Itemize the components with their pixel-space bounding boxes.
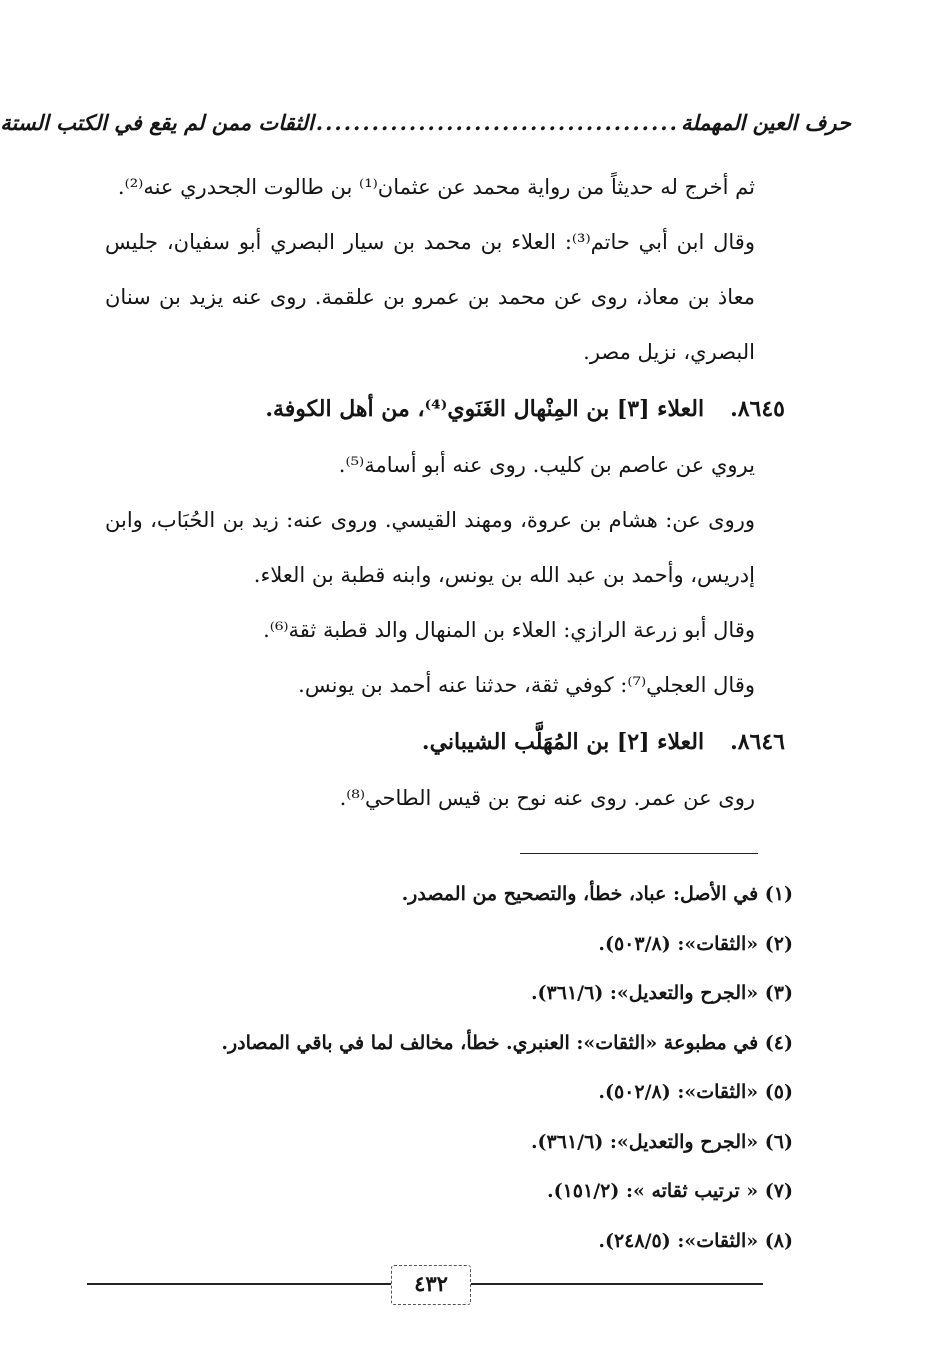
paragraph-3: يروي عن عاصم بن كليب. روى عنه أبو أسامة⁽⁵⁾. bbox=[338, 453, 755, 477]
paragraph-1: ثم أخرج له حديثاً من رواية محمد عن عثمان⁽¹⁾ بن طالوت الجحدري عنه⁽²⁾. bbox=[117, 175, 755, 199]
paragraph-7: روى عن عمر. روى عنه نوح بن قيس الطاحي⁽⁸⁾. bbox=[339, 786, 755, 810]
entry-heading-8646 bbox=[105, 713, 785, 771]
footnote-1: (١) في الأصل: عباد، خطأ، والتصحيح من المصدر. bbox=[401, 883, 793, 905]
entry-number: ٨٦٤٥. bbox=[730, 396, 785, 422]
main-text bbox=[105, 160, 785, 826]
footnote-5: (٥) «الثقات»: (٥٠٢/٨). bbox=[598, 1081, 793, 1103]
header-dot-leader: ....................................... bbox=[315, 110, 679, 135]
entry-title: العلاء [٢] بن المُهَلَّب الشيباني. bbox=[421, 729, 705, 755]
paragraph-5: وقال أبو زرعة الرازي: العلاء بن المنهال والد قطبة ثقة⁽⁶⁾. bbox=[263, 618, 755, 642]
footnote-4: (٤) في مطبوعة «الثقات»: العنبري. خطأ، مخالف لما في باقي المصادر. bbox=[221, 1031, 793, 1054]
footnote-8: (٨) «الثقات»: (٢٤٨/٥). bbox=[598, 1229, 793, 1252]
footnote-3: (٣) «الجرح والتعديل»: (٣٦١/٦). bbox=[530, 982, 793, 1004]
footnote-7: (٧) « ترتيب ثقاته »: (١٥١/٢). bbox=[546, 1180, 793, 1202]
entry-number: ٨٦٤٦. bbox=[730, 729, 785, 755]
footnote-2: (٢) «الثقات»: (٥٠٣/٨). bbox=[598, 932, 793, 955]
header-book-title: الثقات ممن لم يقع في الكتب الستة bbox=[0, 110, 314, 135]
paragraph-4: وروى عن: هشام بن عروة، ومهند القيسي. وروى عنه: زيد بن الحُبَاب، وابن إدريس، وأحمد بن عبد الله بن يونس، وابنه قطبة بن العلاء. bbox=[105, 508, 755, 587]
entry-heading-8645 bbox=[105, 380, 785, 438]
paragraph-6: وقال العجلي⁽⁷⁾: كوفي ثقة، حدثنا عنه أحمد بن يونس. bbox=[298, 673, 755, 697]
header-chapter-title: حرف العين المهملة bbox=[680, 110, 851, 135]
footnote-separator bbox=[520, 853, 758, 854]
footnote-6: (٦) «الجرح والتعديل»: (٣٦١/٦). bbox=[530, 1130, 793, 1153]
footnotes bbox=[221, 870, 793, 1266]
paragraph-2: وقال ابن أبي حاتم⁽³⁾: العلاء بن محمد بن سيار البصري أبو سفيان، جليس معاذ بن معاذ، روى عن محمد بن عمرو بن علقمة. روى عنه يزيد بن سنان البصري، نزيل مصر. bbox=[105, 230, 755, 364]
running-header bbox=[0, 110, 851, 144]
entry-title: العلاء [٣] بن المِنْهال الغَنَوي⁽⁴⁾، من أهل الكوفة. bbox=[265, 396, 705, 422]
page-number: ٤٣٢ bbox=[391, 1265, 471, 1305]
